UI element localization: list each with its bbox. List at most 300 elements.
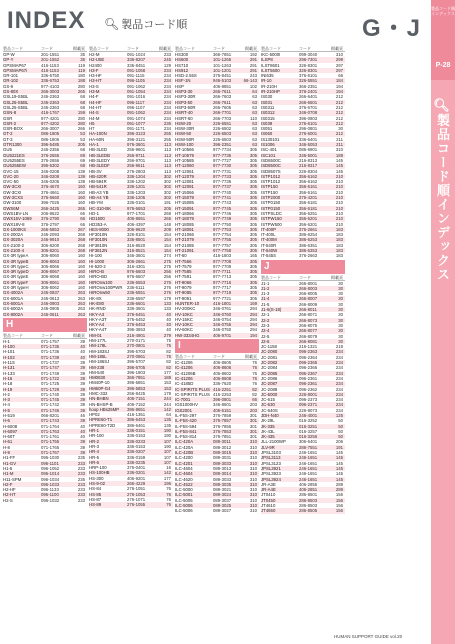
cell-page: 63 [252, 110, 257, 116]
cell-model: H-6 [3, 418, 10, 424]
cell-code: 306-8067 [41, 269, 60, 275]
cell-code: 089-3035 [213, 481, 232, 487]
cell-code: 326-8101 [127, 232, 146, 238]
cell-model: J1-1 [261, 280, 270, 286]
cell-page: 234 [163, 89, 171, 95]
cell-code: 071-1743 [41, 418, 60, 424]
cell-code: 977-4202 [41, 120, 60, 126]
cell-page: 177 [163, 369, 171, 375]
cell-code: 096-1014 [41, 471, 60, 477]
cell-code: 096-2365 [299, 360, 318, 366]
cell-page: 305 [249, 274, 257, 280]
cell-page: 266 [77, 126, 85, 132]
cell-page: 194 [249, 332, 257, 338]
cell-code: 246-1651 [299, 450, 318, 456]
cell-model: HB-420R [89, 173, 107, 179]
cell-code: 356-6161 [299, 184, 318, 190]
cell-code: 977-7719 [213, 290, 232, 296]
cell-model: IT-400M [261, 237, 277, 243]
cell-page: 188 [77, 78, 85, 84]
cell-model: HB-A4 YB [89, 195, 109, 201]
cell-page: 46 [80, 413, 85, 418]
cell-code: 266-7603 [213, 94, 232, 100]
cell-page: 76 [252, 381, 257, 387]
cell-model: HKY-A4 [89, 322, 105, 328]
cell-model: IS0315 [261, 115, 275, 121]
cell-code: 256-8425 [127, 391, 146, 396]
cell-model: IC-SPIRITS PLUS [175, 386, 210, 392]
cell-page: 280 [77, 115, 85, 121]
cell-code: 406-7152 [127, 401, 146, 407]
cell-code: 396-3123 [127, 131, 146, 137]
cell-page: 68 [80, 104, 85, 110]
cell-code: 396-5703 [127, 348, 146, 354]
cell-page: 305 [249, 258, 257, 264]
cell-code: 296-0801 [299, 126, 318, 132]
table-row [261, 253, 345, 258]
cell-model: HN-BHBN [89, 396, 109, 402]
cell-code: 089-3011 [213, 439, 231, 445]
cell-page: 119 [78, 67, 85, 73]
cell-model: HS-300 [89, 475, 104, 481]
cell-model: HM60P-G4 [89, 385, 111, 391]
cell-page: 210 [335, 216, 343, 222]
cell-model: HSP3-50R [175, 104, 196, 110]
cell-code: 346-5001 [299, 152, 318, 158]
cell-page: 276 [163, 285, 171, 291]
cell-code: 356-6181 [299, 205, 318, 211]
cell-code: 396-7025 [41, 200, 60, 206]
cell-code: 236-6553 [127, 279, 146, 285]
cell-model: JC-1158 [261, 344, 277, 350]
cell-page: 305 [249, 247, 257, 253]
cell-page: 192 [249, 52, 257, 57]
cell-code: 071-1740 [41, 391, 60, 397]
cell-page: 310 [249, 508, 257, 514]
index-columns [3, 46, 431, 632]
cell-page: 66 [80, 221, 85, 227]
cell-model: GSL19-S5BL [3, 94, 29, 100]
header-model: 製品コード [175, 354, 195, 360]
cell-page: 233 [77, 460, 85, 466]
cell-code: 246-0837 [41, 290, 60, 296]
cell-code: 071-1735 [41, 344, 60, 350]
cell-code: 306-6401 [299, 439, 318, 445]
cell-page: 268 [77, 237, 85, 243]
cell-page: 305 [249, 168, 257, 174]
cell-page: 125 [335, 413, 343, 418]
cell-page: 69 [80, 157, 85, 163]
cell-page: 145 [335, 460, 343, 466]
cell-code: 071-1755 [41, 439, 60, 445]
cell-model: HM-177L [89, 338, 107, 344]
cell-page: 160 [77, 184, 85, 190]
cell-model: J2-3 [261, 322, 270, 328]
cell-code: 396-5485 [41, 142, 60, 148]
cell-model: H2-F [3, 481, 13, 487]
cell-page: 305 [249, 189, 257, 195]
cell-code: 376-6452 [127, 316, 146, 322]
cell-page: 145 [335, 476, 343, 482]
cell-model: HM0830 [89, 375, 106, 381]
cell-page: 275 [163, 263, 171, 269]
cell-model: IS0311 [261, 104, 275, 110]
cell-page: 233 [77, 471, 85, 477]
cell-model: JK-435 [261, 434, 275, 440]
cell-page: 275 [163, 258, 171, 264]
cell-page: 244 [163, 401, 171, 407]
cell-model: H3-M [89, 89, 100, 95]
cell-code: 366-7851 [127, 375, 146, 381]
cell-page: 212 [335, 115, 343, 121]
header-page: 掲載頁 [73, 46, 85, 51]
cell-model: HB-3LED [89, 147, 108, 153]
cell-page: 301 [249, 428, 257, 434]
cell-code: 376-6453 [127, 322, 146, 328]
cell-code: 406-8651 [127, 216, 146, 222]
cell-page: 234 [163, 115, 171, 121]
cell-model: H1-GV [3, 460, 17, 466]
page-subtitle [104, 16, 187, 32]
cell-page: 269 [163, 210, 171, 216]
cell-page: 30 [338, 126, 343, 132]
cell-model: HA-1 [89, 142, 99, 148]
cell-model: HB-A3 YB [89, 189, 109, 195]
cell-model: HPRE60-T2D [89, 422, 116, 428]
cell-page: 234 [163, 73, 171, 79]
cell-model: JPSL3924 [261, 476, 281, 482]
header-code: コード [213, 354, 225, 360]
cell-page: 63 [252, 136, 257, 142]
cell-page: 165 [249, 253, 257, 259]
cell-model: GX-2100-4 [3, 247, 25, 253]
cell-model: IGS1000HV [175, 402, 198, 408]
cell-model: HM40P-10 [89, 380, 110, 386]
cell-code: 226-6503 [213, 131, 232, 137]
cell-model: HB-YM [89, 200, 103, 206]
cell-code: 386-6453 [127, 417, 146, 423]
cell-page: 310 [249, 503, 257, 509]
cell-page: 39 [80, 407, 85, 413]
cell-model: HIROnw100PWR [89, 285, 123, 291]
cell-page: 139 [77, 173, 85, 179]
cell-code: 091-1016 [127, 94, 146, 100]
cell-code: 336-0101 [127, 200, 146, 206]
cell-page: 233 [77, 497, 85, 503]
cell-code: 977-7755 [213, 237, 232, 243]
cell-model: GX-3020A [3, 237, 24, 243]
cell-model: H-9 [3, 450, 10, 456]
cell-model: HSRT-60 [175, 115, 193, 121]
cell-model: HS-100HB [89, 470, 110, 476]
cell-code: 266-8011 [299, 307, 317, 313]
cell-page: 82 [166, 348, 171, 354]
cell-model: HR-5 [89, 454, 100, 460]
table-row [175, 508, 259, 513]
cell-model: JC-2088 [261, 386, 278, 392]
cell-code: 096-1101 [41, 460, 59, 466]
cell-code: 386-6353 [299, 247, 318, 253]
cell-model: J1-5 [261, 301, 270, 307]
cell-model: JLV-9R [261, 444, 275, 450]
cell-code: 216-8313 [299, 157, 318, 163]
cell-model: HF3010N [89, 237, 108, 243]
cell-code: 096-1105 [127, 78, 145, 84]
cell-model: HES-8000 [89, 226, 109, 232]
cell-code: 336-0153 [127, 443, 146, 449]
cell-code: 246-2356 [41, 147, 60, 153]
cell-model: H4-S [89, 110, 99, 116]
cell-page: 212 [335, 104, 343, 110]
cell-model: J1-2 [261, 285, 270, 291]
cell-page: 40 [166, 322, 171, 328]
cell-code: 246-2363 [41, 94, 60, 100]
cell-code: 376-2797 [41, 221, 60, 227]
cell-page: 210 [335, 205, 343, 211]
cell-page: 305 [249, 147, 257, 153]
cell-code: 266-8079 [299, 333, 318, 339]
cell-code: 346-3601 [127, 253, 146, 259]
cell-code: 266-3003 [41, 89, 60, 95]
cell-code: 246-0611 [41, 311, 59, 317]
cell-model: H-19 [3, 386, 13, 392]
cell-code: 976-6603 [127, 269, 146, 275]
cell-page: 145 [335, 471, 343, 477]
cell-model: ISTPSLDC [261, 210, 283, 216]
cell-code: 276-1053 [127, 491, 146, 497]
cell-page: 68 [80, 147, 85, 153]
cell-page: 154 [163, 247, 171, 253]
cell-page: 255 [163, 136, 171, 142]
cell-model: ISD8500C [261, 163, 281, 169]
cell-model: HT-7566 [175, 258, 192, 264]
cell-code: 266-3425 [41, 205, 60, 211]
cell-code: 326-8301 [299, 67, 318, 73]
cell-page: 212 [335, 94, 343, 100]
cell-code: 266-5853 [41, 226, 60, 232]
cell-code: 226-6551 [213, 120, 232, 126]
cell-model: GP-W [3, 52, 15, 57]
cell-page: 53 [80, 131, 85, 137]
cell-model: IT-400P [261, 226, 277, 232]
cell-model: IS0312 [261, 110, 275, 116]
index-column-2 [89, 46, 173, 632]
letter-range: G・J [362, 15, 422, 42]
cell-code: 246-9910 [41, 237, 60, 243]
cell-page: 139 [77, 179, 85, 185]
cell-code: 977-7730 [213, 163, 232, 169]
cell-page: 107 [163, 438, 171, 444]
cell-model: ILC-5001 [175, 492, 193, 498]
cell-code: 246-0903 [41, 300, 60, 306]
header-model: 製品コード [89, 46, 109, 51]
cell-page: 107 [163, 449, 171, 455]
cell-model: HA-100N [89, 131, 107, 137]
cell-page: 234 [335, 349, 343, 355]
table-row [261, 508, 345, 513]
cell-model: J2-2 [261, 317, 270, 323]
table-row [175, 333, 259, 338]
cell-model: HT-9079 [175, 285, 192, 291]
cell-page: 234 [335, 386, 343, 392]
cell-model: HIRO-BD [89, 274, 108, 280]
cell-model: JC-2081 [261, 354, 278, 360]
cell-code: 376-4670 [41, 184, 60, 190]
cell-code: 977-7727 [213, 157, 232, 163]
cell-page: 75 [166, 353, 171, 359]
cell-page: 160 [77, 285, 85, 291]
cell-model: GX-2100-2 [3, 242, 25, 248]
cell-code: 246-1651 [299, 465, 318, 471]
cell-model: H2-HF [3, 487, 16, 493]
cell-page: 310 [249, 460, 257, 466]
cell-page: 39 [80, 375, 85, 381]
cell-page: 305 [249, 195, 257, 201]
cell-model: HV-200KC [175, 306, 196, 312]
cell-code: 270-0861 [127, 353, 146, 359]
cell-model: HSD-2.55S [175, 73, 197, 79]
cell-model: HT-21091 [175, 247, 194, 253]
cell-page: 142 [163, 406, 171, 412]
cell-model: HT-12060 [175, 163, 194, 169]
cell-model: JC-6000 [261, 391, 278, 397]
cell-model: HA-60N [89, 136, 105, 142]
cell-page: 63 [252, 94, 257, 100]
header-page: 掲載頁 [331, 46, 343, 51]
cell-model: GU5255ES [3, 157, 25, 163]
cell-page: 305 [249, 157, 257, 163]
cell-code: 089-3024 [213, 492, 232, 498]
cell-model: JC-2086 [261, 375, 278, 381]
cell-page: 301 [249, 423, 257, 429]
cell-code: 406-9201 [127, 475, 146, 481]
cell-page: 160 [77, 258, 85, 264]
cell-code: 346-0750 [213, 327, 232, 333]
cell-page: 156 [335, 508, 343, 514]
cell-code: 416-1801 [213, 300, 232, 306]
cell-code: 071-1747 [41, 365, 60, 371]
cell-model: GX-3R typeC [3, 263, 29, 269]
cell-code: 306-8068 [41, 274, 60, 280]
cell-page: 210 [335, 200, 343, 206]
cell-code: 246-2093 [41, 232, 60, 238]
cell-code: 266-7611 [213, 99, 231, 105]
cell-code: 977-7735 [213, 152, 232, 158]
side-tab-page: P-28 [435, 62, 451, 69]
search-icon: 🔍︎ [435, 96, 450, 114]
cell-page: 145 [335, 450, 343, 456]
cell-page: 113 [164, 142, 171, 148]
cell-page: 40 [80, 428, 85, 434]
cell-code: 089-3013 [213, 465, 232, 471]
cell-model: HT-12061 [175, 168, 194, 174]
cell-code: 086-6901 [299, 147, 318, 153]
cell-model: HM-238 [89, 364, 105, 370]
cell-model: GR-102 [3, 78, 19, 84]
cell-page: 299 [335, 57, 343, 63]
cell-model: HT-15079 [175, 195, 194, 201]
cell-page: 212 [335, 131, 343, 137]
cell-page: 234 [335, 370, 343, 376]
cell-model: IC-7001 [175, 397, 191, 403]
cell-model: HT-18085 [175, 221, 194, 227]
side-tab [431, 0, 455, 644]
cell-code: 276-1071 [127, 496, 146, 502]
cell-model: ISTPW150 [261, 216, 282, 222]
cell-code: 946-5103 [213, 78, 232, 84]
cell-page: 63 [252, 131, 257, 137]
cell-code: 101-1201 [213, 67, 232, 73]
cell-page: 233 [163, 52, 171, 57]
cell-model: hoop HBs25MP [89, 406, 120, 412]
cell-model: JC-2080 [261, 349, 278, 355]
cell-code: 396-1903 [127, 369, 146, 375]
cell-page: 40 [166, 311, 171, 317]
header-model: 製品コード [3, 46, 23, 51]
cell-page: 129 [163, 62, 171, 68]
cell-model: ILC-5006 [175, 503, 193, 509]
cell-model: HF3010N [89, 232, 108, 238]
cell-model: HB-3V [89, 168, 102, 174]
cell-code: 286-7551 [299, 444, 318, 450]
cell-model: J2-1 [261, 312, 270, 318]
cell-page: 234 [335, 391, 343, 397]
cell-code: 977-7740 [213, 189, 232, 195]
cell-model: GSN-8 [3, 110, 17, 116]
cell-code: 396-0801 [213, 397, 232, 403]
cell-page: 39 [80, 391, 85, 397]
cell-code: 336-8207 [127, 57, 146, 63]
cell-page: 145 [335, 157, 343, 163]
cell-code: 096-2362 [299, 386, 318, 392]
cell-code: 346-0209 [41, 173, 60, 179]
cell-model: H-18 [3, 381, 13, 387]
cell-model: GW-3CXI [3, 184, 22, 190]
cell-page: 30 [338, 301, 343, 307]
cell-model: HT-21066 [175, 232, 194, 238]
cell-model: IR-210HP [261, 89, 280, 95]
cell-model: ILC-5006 [175, 508, 193, 514]
cell-page: 39 [80, 338, 85, 344]
cell-code: 356-6251 [299, 210, 318, 216]
cell-code: 336-6753 [41, 78, 60, 84]
cell-model: JK-29L [261, 418, 275, 424]
cell-page: 305 [249, 279, 257, 285]
header-code: コード [41, 46, 53, 51]
index-column-1 [3, 46, 87, 632]
cell-model: GX-4002A [3, 290, 24, 296]
cell-model: JK-43L [261, 428, 275, 434]
cell-code: 226-8001 [299, 391, 318, 397]
cell-page: 156 [335, 503, 343, 509]
cell-page: 63 [252, 142, 257, 148]
cell-page: 191 [163, 200, 171, 206]
cell-page: 305 [249, 237, 257, 243]
cell-page: 64 [166, 412, 171, 418]
cell-model: GX-6001A [3, 300, 24, 306]
cell-code: 066-8201 [41, 413, 60, 418]
cell-page: 265 [77, 205, 85, 211]
cell-code: 216-4901 [127, 332, 146, 338]
cell-page: 305 [249, 179, 257, 185]
cell-code: 346-0205 [41, 179, 60, 185]
cell-page: 297 [335, 62, 343, 68]
cell-code: 406-9701 [213, 332, 232, 338]
cell-model: GX-6001A [3, 295, 24, 301]
cell-model: HT-18066 [175, 210, 194, 216]
cell-page: 310 [249, 465, 257, 471]
cell-page: 244 [163, 396, 171, 402]
